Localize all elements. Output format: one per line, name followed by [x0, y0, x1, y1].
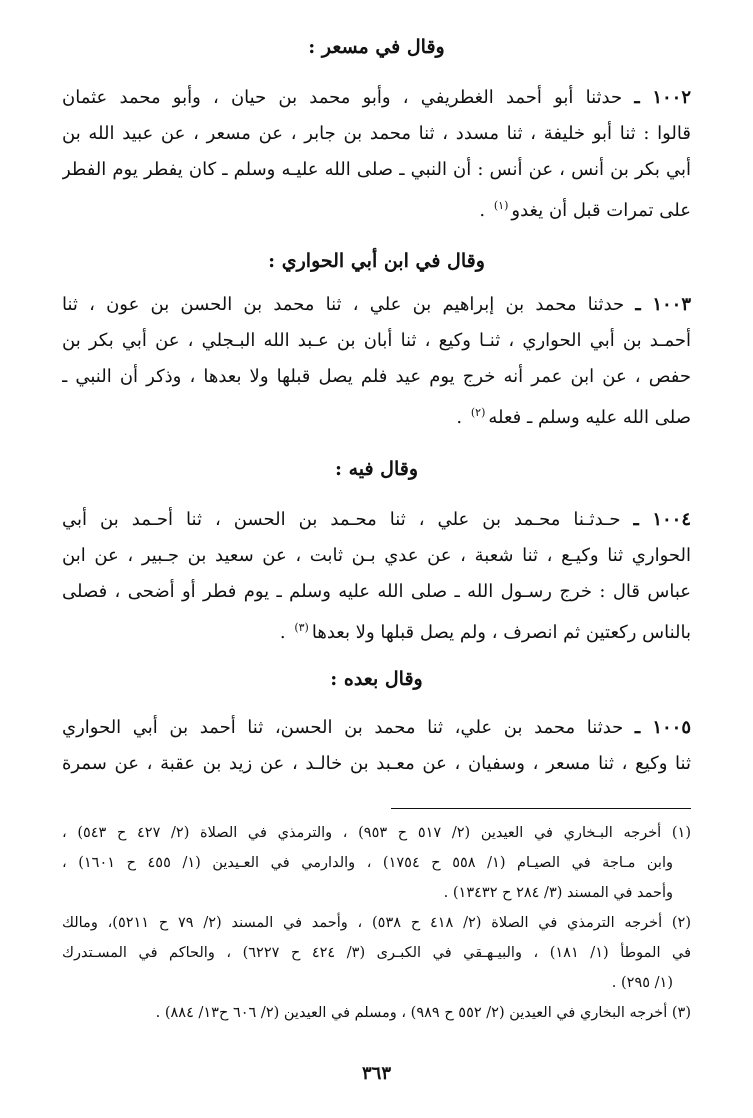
hadith-line: عباس قال : خرج رسـول الله ـ صلى الله عليه وسلم ـ يوم فطر أو أضحى ، فصلى [62, 581, 691, 602]
footnote-line: (١/ ٢٩٥) . [611, 975, 673, 991]
footnote-line: (١) أخرجه البـخاري في العيدين (٢/ ٥١٧ ح ٩٥٣) ، والترمذي في الصلاة (٢/ ٤٢٧ ح ٥٤٣) ، [62, 825, 691, 841]
footnote-1 [62, 818, 691, 908]
section-heading: وقال في ابن أبي الحواري : [268, 250, 485, 272]
footnote-ref: (٣) [294, 621, 309, 634]
page-number: ٣٦٣ [361, 1063, 391, 1084]
hadith-1004 [62, 502, 691, 646]
hadith-line: ثنا وكيع ، ثنا مسعر ، وسفيان ، عن معـبد بن خالـد ، عن زيد بن عقبة ، عن سمرة [62, 753, 691, 774]
footnote-2 [62, 908, 691, 998]
hadith-1005 [62, 710, 691, 782]
hadith-line: على تمرات قبل أن يغدو$^{(١)}$ . [479, 199, 691, 221]
footnote-3 [62, 998, 691, 1028]
separator-rule [391, 808, 691, 809]
hadith-line: ١٠٠٤ ـ حـدثـنا محـمد بن علي ، ثنا محـمد بن الحسن ، ثنا أحـمد بن أبي [62, 509, 691, 530]
hadith-1003 [62, 287, 691, 431]
footnote-line: وابن مـاجة في الصيـام (١/ ٥٥٨ ح ١٧٥٤) ، والدارمي في العـيدين (١/ ٤٥٥ ح ١٦٠١) ، [62, 855, 673, 871]
footnote-line: (٢) أخرجه الترمذي في الصلاة (٢/ ٤١٨ ح ٥٣٨) ، وأحمد في المسند (٢/ ٧٩ ح ٥٢١١)، ومالك [62, 915, 691, 931]
hadith-number: ١٠٠٥ ـ [634, 717, 691, 738]
hadith-line: صلى الله عليه وسلم ـ فعله$^{(٢)}$ . [456, 406, 691, 428]
hadith-line: بالناس ركعتين ثم انصرف ، ولم يصل قبلها ولا بعدها$^{(٣)}$ . [279, 621, 691, 643]
hadith-line: ١٠٠٣ ـ حدثنا محمد بن إبراهيم بن علي ، ثنا محمد بن الحسن بن عون ، ثنا [62, 294, 691, 315]
footnote-ref: (١) [493, 199, 509, 212]
hadith-1002 [62, 80, 691, 224]
section-heading: وقال بعده : [330, 668, 423, 690]
hadith-line: الحواري ثنا وكيـع ، ثنا شعبة ، عن عدي بـن ثابت ، عن سعيد بن جـبير ، عن ابن [62, 545, 691, 566]
footnote-line: في الموطأ (١/ ١٨١) ، والبيـهـقي في الكبـرى (٣/ ٤٢٤ ح ٦٢٢٧) ، والحاكم في المسـتدرك [62, 945, 691, 961]
section-heading: وقال فيه : [334, 458, 419, 480]
section-heading: وقال في مسعر : [308, 36, 445, 58]
hadith-number: ١٠٠٢ ـ [634, 87, 691, 108]
footnote-ref: (٢) [470, 406, 486, 419]
hadith-line: ١٠٠٢ ـ حدثنا أبو أحمد الغطريفي ، وأبو محمد بن حيان ، وأبو محمد عثمان [62, 87, 691, 108]
hadith-line: أبي بكر بن أنس ، عن أنس : أن النبي ـ صلى الله عليـه وسلم ـ كان يفطر يوم الفطر [62, 159, 691, 180]
hadith-line: ١٠٠٥ ـ حدثنا محمد بن علي، ثنا محمد بن الحسن، ثنا أحمد بن أبي الحواري [62, 717, 691, 738]
hadith-number: ١٠٠٤ ـ [633, 509, 691, 530]
hadith-line: قالوا : ثنا أبو خليفة ، ثنا مسدد ، ثنا محمد بن جابر ، عن مسعر ، عن عبيد الله بن [62, 123, 691, 144]
footnote-line: وأحمد في المسند (٣/ ٢٨٤ ح ١٣٤٣٢) . [443, 885, 673, 901]
footnotes [62, 818, 691, 1028]
hadith-line: حفص ، عن ابن عمر أنه خرج يوم عيد فلم يصل قبلها ولا بعدها ، وذكر أن النبي ـ [62, 366, 691, 387]
hadith-line: أحمـد بن أبي الحواري ، ثنـا وكيع ، ثنا أبان بن عـبد الله البـجلي ، عن أبي بكر بن [62, 330, 691, 351]
hadith-number: ١٠٠٣ ـ [635, 294, 691, 315]
footnote-line: (٣) أخرجه البخاري في العيدين (٢/ ٥٥٢ ح ٩٨٩) ، ومسلم في العيدين (٢/ ٦٠٦ ح١٣/ ٨٨٤) . [155, 1005, 691, 1021]
